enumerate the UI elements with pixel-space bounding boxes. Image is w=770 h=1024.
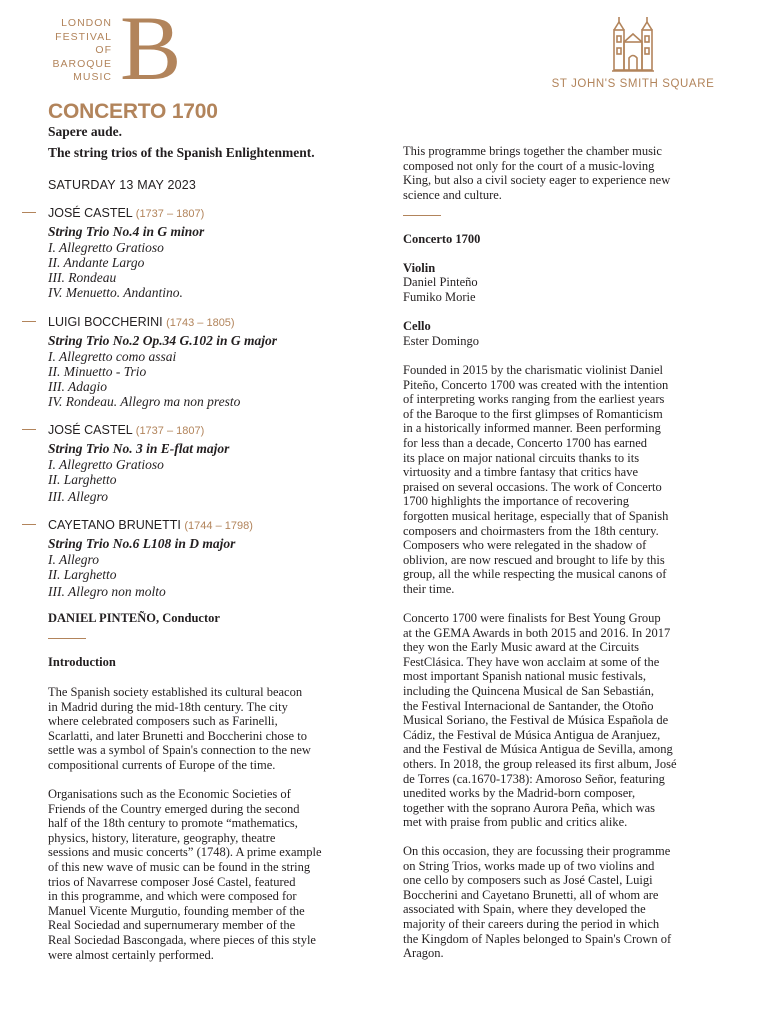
- movement: III. Adagio: [48, 379, 107, 394]
- composer: JOSÉ CASTEL (1737 – 1807): [48, 423, 205, 437]
- composer: CAYETANO BRUNETTI (1744 – 1798): [48, 518, 253, 532]
- conductor: DANIEL PINTEÑO, Conductor: [48, 611, 220, 625]
- movement: II. Andante Largo: [48, 255, 145, 270]
- biography-paragraph: Concerto 1700 were finalists for Best Young Group at the GEMA Awards in both 2015 and 2016. In 2017 they won the Early Music award at the Circuits FestClásica. They have won acclaim at some of the most important Spanish national music festivals, including the Quincena Musical de San Sebastián, the Festival Internacional de Santander, the Otoño Musical Soriano, the Festival de Música Española de Cádiz, the Festival de Música Antigua de Aranjuez, and the Festival de Música Antigua de Sevilla, among others. In 2018, the group released its first album, José de Torres (ca.1670-1738): Amoroso Señor, featuring unedited works by the Madrid-born composer, together with the soprano Aurora Peña, which was met with praise from public and critics alike.: [403, 611, 677, 830]
- movement: II. Minuetto - Trio: [48, 364, 147, 379]
- divider: [403, 215, 441, 216]
- work-title: String Trio No.2 Op.34 G.102 in G major: [48, 333, 278, 348]
- cello-label: Cello: [403, 319, 431, 333]
- composer-years: (1737 – 1807): [135, 425, 205, 437]
- movement: I. Allegretto Gratioso: [48, 457, 164, 472]
- introduction-paragraph: The Spanish society established its cultural beacon in Madrid during the mid-18th century. The city where celebrated composers such as Farinelli, Scarlatti, and later Brunetti and Boccherini chose to settle was a symbol of Spain's connection to the new compositional currents of Europe of the time.: [48, 685, 311, 772]
- divider: [22, 524, 36, 525]
- movement: II. Larghetto: [48, 472, 117, 487]
- movement: I. Allegretto Gratioso: [48, 240, 164, 255]
- movement: III. Rondeau: [48, 270, 117, 285]
- work-title: String Trio No. 3 in E-flat major: [48, 441, 230, 456]
- ensemble-name: Concerto 1700: [403, 232, 481, 246]
- movement: II. Larghetto: [48, 567, 117, 582]
- divider: [48, 638, 86, 639]
- divider: [22, 429, 36, 430]
- work-title: String Trio No.6 L108 in D major: [48, 536, 236, 551]
- festival-logo: [36, 0, 182, 99]
- cello-player: Ester Domingo: [403, 334, 480, 348]
- work-title: String Trio No.4 in G minor: [48, 224, 205, 239]
- subtitle: The string trios of the Spanish Enlightenment.: [48, 145, 315, 160]
- programme-item: [48, 205, 378, 300]
- programme-item: [48, 517, 378, 599]
- introduction-heading: Introduction: [48, 655, 116, 669]
- composer-years: (1744 – 1798): [184, 520, 253, 532]
- programme-item: [48, 422, 378, 504]
- page-title: CONCERTO 1700: [48, 100, 218, 123]
- composer-years: (1743 – 1805): [166, 317, 235, 329]
- subtitle-motto: Sapere aude.: [48, 124, 123, 139]
- violin-players: Daniel Pinteño Fumiko Morie: [403, 275, 478, 304]
- violin-label: Violin: [403, 261, 436, 275]
- movement: I. Allegretto como assai: [48, 349, 177, 364]
- programme-paragraph: On this occasion, they are focussing their programme on String Trios, works made up of two violins and one cello by composers such as José Castel, Luigi Boccherini and Cayetano Brunetti, all of whom are associated with Spain, where they developed the majority of their careers during the period in which the Kingdom of Naples belonged to Spain's Crown of Aragon.: [403, 844, 672, 961]
- movement: IV. Menuetto. Andantino.: [48, 285, 183, 300]
- church-icon: [611, 16, 655, 74]
- divider: [22, 212, 36, 213]
- festival-logo-text: LONDON FESTIVAL OF BAROQUE MUSIC: [52, 17, 112, 83]
- concert-date: SATURDAY 13 MAY 2023: [48, 178, 197, 192]
- programme-item: [48, 314, 378, 409]
- biography-paragraph: Founded in 2015 by the charismatic violinist Daniel Piteño, Concerto 1700 was created with the intention of interpreting works ranging from the earliest years of the Baroque to the first glimpses of Romanticism in a historically informed manner. Been performing for less than a decade, Concerto 1700 has earned its place on major national circuits thanks to its virtuosity and a timbre fantasy that critics have praised on several occasions. The work of Concerto 1700 highlights the importance of recovering forgotten musical heritage, especially that of Spanish composers and choirmasters from the 18th century. Composers who were relegated in the shadow of oblivion, are now rescued and brought to life by this group, all the while respecting the musical canons of their time.: [403, 363, 669, 596]
- movement: IV. Rondeau. Allegro ma non presto: [48, 394, 241, 409]
- movement: I. Allegro: [48, 552, 99, 567]
- composer: LUIGI BOCCHERINI (1743 – 1805): [48, 315, 235, 329]
- venue-logo: [540, 16, 726, 96]
- introduction-paragraph: Organisations such as the Economic Societies of Friends of the Country emerged during the second half of the 18th century to promote “mathematics, physics, history, literature, geography, theatre sessions and music concerts” (1748). A prime example of this new wave of music can be found in the string trios of Navarrese composer José Castel, featured in this programme, and which were composed for Manuel Vicente Murgutio, founding member of the Real Sociedad and supernumerary member of the Real Sociedad Bascongada, where pieces of this style were almost certainly performed.: [48, 787, 322, 962]
- festival-logo-letter: B: [120, 0, 182, 99]
- venue-name: ST JOHN'S SMITH SQUARE: [551, 78, 715, 90]
- programme-intro: This programme brings together the chamber music composed not only for the court of a music-loving King, but also a civil society eager to experience new science and culture.: [403, 144, 671, 202]
- composer-years: (1737 – 1807): [135, 208, 205, 220]
- composer: JOSÉ CASTEL (1737 – 1807): [48, 206, 205, 220]
- movement: III. Allegro: [48, 489, 108, 504]
- movement: III. Allegro non molto: [48, 584, 166, 599]
- divider: [22, 321, 36, 322]
